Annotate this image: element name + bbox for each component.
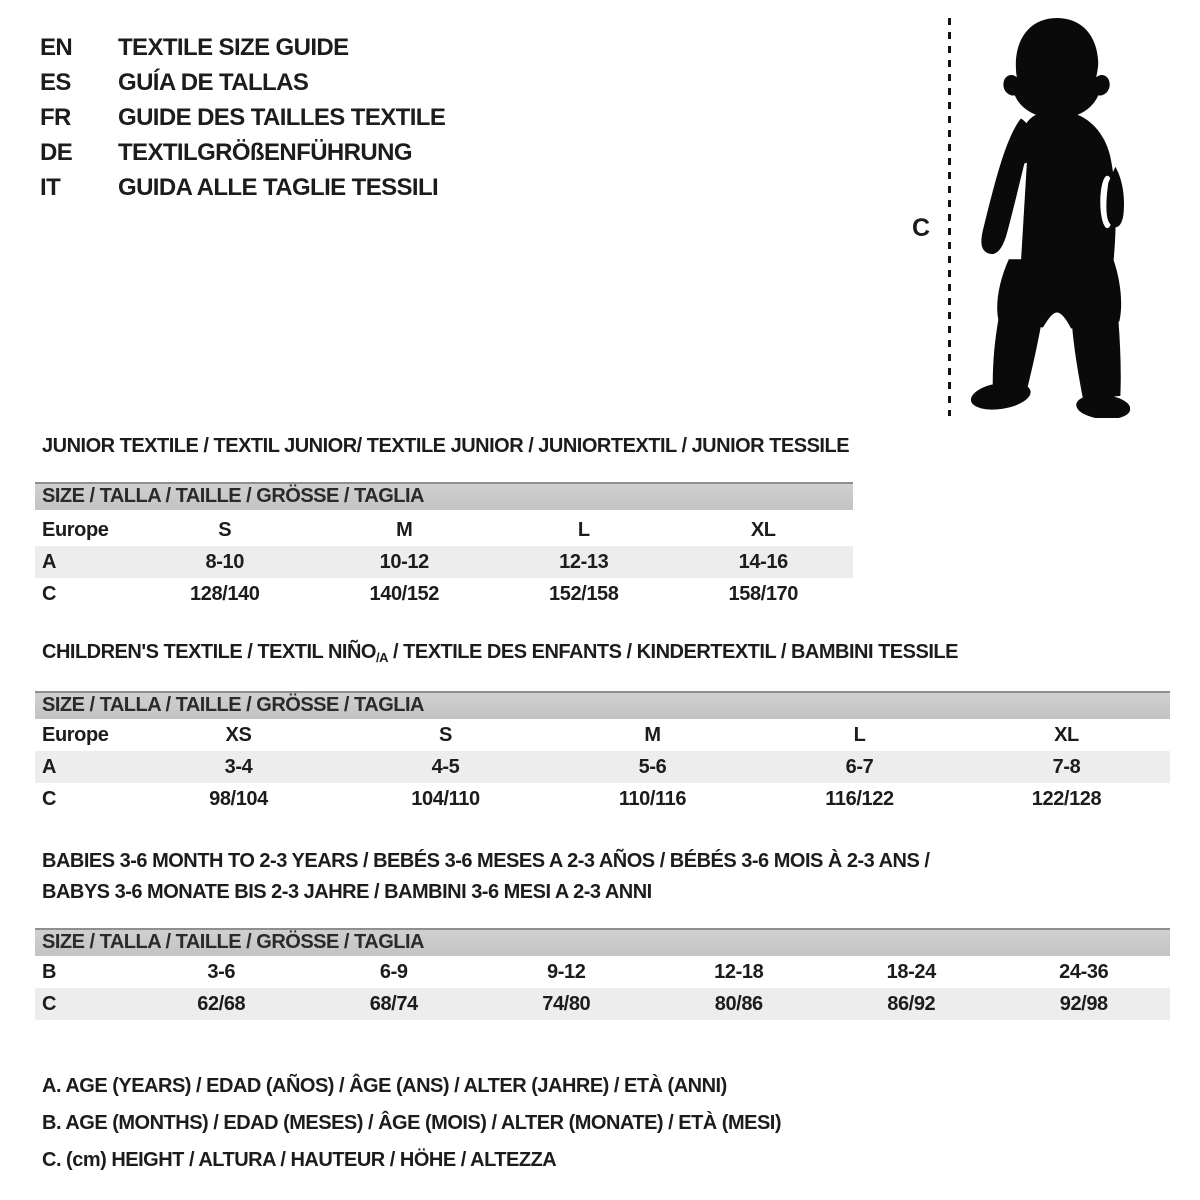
cell-value: 86/92 [887,992,936,1015]
cell-value: 7-8 [1052,755,1081,778]
language-title: GUIDA ALLE TAGLIE TESSILI [118,173,439,201]
cell-value: 18-24 [886,960,936,983]
children-size-table [35,719,1170,815]
cell-value: 140/152 [369,582,439,605]
cell-value: M [644,723,661,746]
cell-value: 74/80 [542,992,591,1015]
section-title-line2: BABYS 3-6 MONATE BIS 2-3 JAHRE / BAMBINI 3-6 MESI A 2-3 ANNI [42,881,652,903]
cell-value: 6-9 [379,960,408,983]
language-title-list [40,30,445,205]
row-label: A [42,755,57,778]
language-row-es [40,65,445,100]
section-title: JUNIOR TEXTILE / TEXTIL JUNIOR/ TEXTILE JUNIOR / JUNIORTEXTIL / JUNIOR TESSILE [42,435,850,457]
cell-value: 12-18 [714,960,764,983]
language-row-fr [40,100,445,135]
legend-line-c: C. (cm) HEIGHT / ALTURA / HAUTEUR / HÖHE / ALTEZZA [42,1149,557,1171]
cell-value: 116/122 [825,787,894,810]
language-code: ES [40,68,71,96]
cell-value: 3-4 [224,755,253,778]
cell-value: 5-6 [638,755,667,778]
section-title-text: CHILDREN'S TEXTILE / TEXTIL NIÑO [42,641,376,663]
language-code: FR [40,103,71,131]
toddler-silhouette-icon [968,16,1130,418]
cell-value: S [218,518,232,541]
legend-line-b: B. AGE (MONTHS) / EDAD (MESES) / ÂGE (MOIS) / ALTER (MONATE) / ETÀ (MESI) [42,1112,782,1134]
measurement-legend [42,1068,781,1179]
cell-value: 68/74 [369,992,418,1015]
section-title-text: / TEXTILE DES ENFANTS / KINDERTEXTIL / BAMBINI TESSILE [387,641,958,663]
table-row [35,514,853,546]
cell-value: 8-10 [205,550,244,573]
cell-value: 6-7 [845,755,874,778]
row-label: C [42,787,57,810]
section-title [42,846,929,908]
cell-value: 158/170 [728,582,798,605]
cell-value: S [439,723,452,746]
language-title: GUIDE DES TAILLES TEXTILE [118,103,446,131]
cell-value: L [577,518,590,541]
height-measure-figure [900,10,1155,435]
language-row-de [40,135,445,170]
cell-value: 122/128 [1031,787,1102,810]
cell-value: 9-12 [547,960,586,983]
language-code: DE [40,138,73,166]
table-row [35,956,1170,988]
cell-value: 24-36 [1059,960,1109,983]
cell-value: 80/86 [714,992,763,1015]
language-row-it [40,170,445,205]
table-row [35,546,853,578]
language-code: EN [40,33,73,61]
row-label: A [42,550,57,573]
section-title-subscript: /A [375,650,388,665]
language-title: TEXTILGRÖßENFÜHRUNG [118,138,412,166]
babies-size-table [35,956,1170,1020]
row-label: C [42,582,57,605]
section-title-line1: BABIES 3-6 MONTH TO 2-3 YEARS / BEBÉS 3-6 MESES A 2-3 AÑOS / BÉBÉS 3-6 MOIS À 2-3 ANS / [42,850,930,872]
cell-value: M [396,518,413,541]
section-title [42,641,958,665]
cell-value: 4-5 [431,755,460,778]
size-header-bar: SIZE / TALLA / TAILLE / GRÖSSE / TAGLIA [35,928,1170,956]
row-label: Europe [42,723,109,746]
cell-value: 98/104 [209,787,268,810]
cell-value: 3-6 [207,960,236,983]
cell-value: XL [750,518,776,541]
junior-size-table [35,514,853,610]
cell-value: XS [225,723,252,746]
language-row-en [40,30,445,65]
table-row [35,719,1170,751]
size-header-bar: SIZE / TALLA / TAILLE / GRÖSSE / TAGLIA [35,691,1170,719]
legend-line-a: A. AGE (YEARS) / EDAD (AÑOS) / ÂGE (ANS) / ALTER (JAHRE) / ETÀ (ANNI) [42,1075,727,1097]
cell-value: 104/110 [411,787,480,810]
table-row [35,578,853,610]
cell-value: 12-13 [559,550,609,573]
row-label: Europe [42,518,109,541]
cell-value: 10-12 [379,550,429,573]
table-row [35,783,1170,815]
height-measure-label: C [911,214,931,242]
language-title: TEXTILE SIZE GUIDE [118,33,349,61]
table-row [35,751,1170,783]
height-dashed-line [948,18,951,416]
cell-value: 152/158 [549,582,619,605]
row-label: B [42,960,57,983]
size-header-bar: SIZE / TALLA / TAILLE / GRÖSSE / TAGLIA [35,482,853,510]
cell-value: 14-16 [738,550,788,573]
cell-value: XL [1054,723,1079,746]
cell-value: 92/98 [1059,992,1108,1015]
cell-value: 110/116 [618,787,687,810]
row-label: C [42,992,57,1015]
cell-value: 62/68 [197,992,246,1015]
cell-value: 128/140 [190,582,260,605]
cell-value: L [853,723,866,746]
language-code: IT [40,173,61,201]
language-title: GUÍA DE TALLAS [118,68,309,96]
table-row [35,988,1170,1020]
